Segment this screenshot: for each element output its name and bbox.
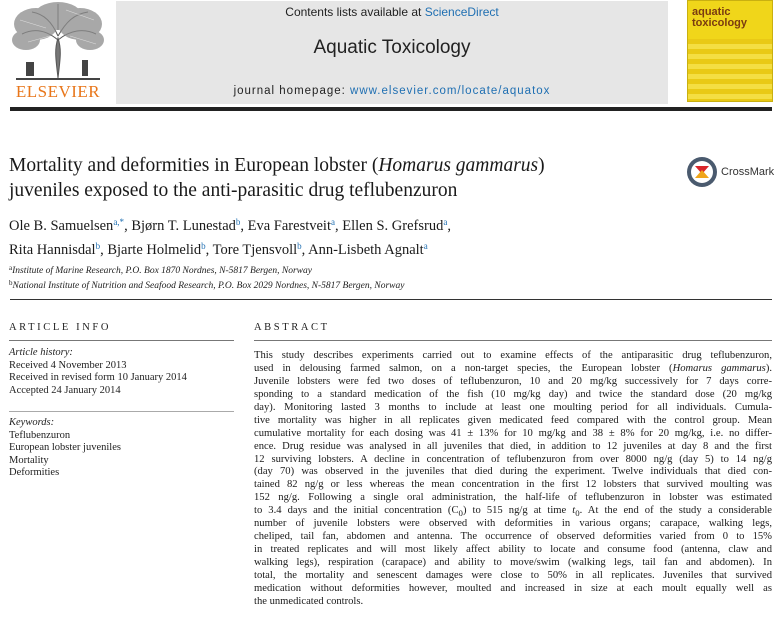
cover-title-line1: aquatic [692, 6, 731, 18]
crossmark-button[interactable] [686, 156, 778, 190]
author-affiliation-mark[interactable]: a [443, 217, 448, 227]
author-list [9, 212, 709, 260]
affiliation-item [9, 262, 709, 277]
journal-title[interactable]: Aquatic Toxicology [313, 37, 471, 58]
abstract-line: 12 surviving lobsters. A decline in concentration of teflubenzuron from over 8000 ng/g (day 5) to 14 ng/g [254, 453, 772, 465]
author-affiliation-mark[interactable]: a [423, 241, 428, 251]
article-info-divider [9, 411, 234, 412]
title-line-1 [9, 153, 669, 178]
contents-line [116, 5, 668, 19]
title-species-name: Homarus gammarus [378, 155, 539, 176]
abstract-body [254, 350, 772, 609]
author-affiliation-mark[interactable]: b [201, 241, 206, 251]
abstract-line: cheliped, tail fan, abdomen and antenna. The occurrence of observed deformities varied from 0 to 15% [254, 531, 772, 543]
author-separator: , [301, 242, 309, 258]
abstract-line: Juvenile lobsters were fed two doses of teflubenzuron, 10 and 20 mg/kg successively for 7 days corre- [254, 375, 772, 387]
abstract-line: number of juvenile lobsters were observed with deformities in various organs; carapace, walking legs, [254, 518, 772, 530]
affiliation-list [9, 262, 709, 292]
abstract-line-text: . At the end of the study a considerable [579, 505, 773, 517]
article-info-heading: ARTICLE INFO [9, 322, 112, 333]
abstract-subscript: 0 [458, 508, 463, 519]
author-name[interactable]: Ellen S. Grefsrud [342, 218, 444, 234]
history-revised: Received in revised form 10 January 2014 [9, 372, 187, 383]
contents-prefix: Contents lists available at [285, 5, 425, 19]
affiliation-key: b [9, 279, 13, 287]
abstract-line-text: ) to 515 ng/g at time [462, 505, 573, 517]
title-line-2: juveniles exposed to the anti-parasitic drug teflubenzuron [9, 180, 458, 201]
abstract-line: walking legs), respiration (carapace) and ability to move/swim (walking legs, tail fan and abdomen). In [254, 557, 772, 568]
abstract-line: tained 82 ng/g or less whereas the mean concentration in the first 12 lobsters that survived moulting was [254, 479, 772, 491]
author-name[interactable]: Ann-Lisbeth Agnalt [308, 242, 424, 258]
elsevier-logo[interactable] [6, 0, 110, 104]
author-affiliation-mark[interactable]: b [235, 217, 241, 227]
affiliation-item [9, 277, 709, 292]
abstract-heading: ABSTRACT [254, 322, 330, 333]
cover-title [692, 7, 770, 29]
author-affiliation-mark[interactable]: b [95, 241, 101, 251]
author-separator: , [240, 218, 248, 234]
affiliation-text: Institute of Marine Research, P.O. Box 1870 Nordnes, N-5817 Bergen, Norway [12, 266, 312, 276]
article-info-rule [9, 340, 234, 341]
keyword-item[interactable]: Mortality [9, 454, 49, 466]
header-divider [10, 107, 772, 111]
author-name[interactable]: Bjørn T. Lunestad [131, 218, 236, 234]
author-name[interactable]: Bjarte Holmelid [107, 242, 202, 258]
keyword-item[interactable]: Deformities [9, 467, 60, 478]
homepage-prefix: journal homepage: [233, 85, 351, 97]
author-separator: , [335, 218, 343, 234]
keyword-item[interactable]: European lobster juveniles [9, 442, 121, 453]
tree-icon [6, 0, 110, 82]
author-name[interactable]: Rita Hannisdal [9, 242, 96, 258]
cover-artwork [688, 39, 772, 101]
abstract-line: 152 ng/g. Following a single oral administration, the half-life of teflubenzuron in lobster was estimated [254, 492, 772, 504]
abstract-variable: t [572, 505, 576, 517]
keyword-item[interactable]: Teflubenzuron [9, 429, 71, 441]
title-divider [10, 299, 772, 300]
author-name[interactable]: Ole B. Samuelsen [9, 218, 114, 234]
abstract-line-text: to 3.4 days and the initial concentration (C [254, 505, 459, 517]
abstract-line: (day 70) was observed in the juveniles that died during the experiment. Twelve individuals that died con- [254, 466, 772, 478]
affiliation-key: a [9, 264, 13, 272]
publisher-name: ELSEVIER [15, 82, 101, 101]
abstract-line: total, the mortality and senescent damages were close to 50% in all replicates. Juveniles that survived [254, 569, 772, 581]
journal-homepage-line [116, 85, 668, 97]
history-label: Article history: [9, 347, 73, 358]
cover-title-line2: toxicology [692, 17, 748, 29]
title-paren-close: ) [538, 155, 545, 176]
journal-cover-thumbnail[interactable] [687, 0, 773, 102]
article-history [9, 347, 234, 397]
author-separator: , [447, 218, 451, 234]
abstract-line: tive mortality was higher in all replicates given medicated feed compared with the control group. Mean [254, 414, 772, 426]
abstract-line-end: ). [765, 362, 772, 374]
abstract-rule [254, 340, 772, 341]
journal-homepage-link[interactable]: www.elsevier.com/locate/aquatox [350, 85, 551, 97]
author-name[interactable]: Tore Tjensvoll [212, 242, 298, 258]
author-name[interactable]: Eva Farestveit [247, 218, 331, 234]
abstract-line: sponding to a standard medication of the fish (10 mg/kg day) and twice the standard dose (20 mg/kg [254, 388, 772, 400]
abstract-subscript: 0 [575, 508, 580, 519]
abstract-line: ence. Drug residue was analysed in all juveniles that died, in addition to 12 juveniles at day 8 and the first [254, 440, 772, 452]
keyword-list [9, 417, 234, 480]
sciencedirect-link[interactable]: ScienceDirect [424, 5, 499, 19]
author-separator: , [100, 242, 108, 258]
abstract-species-name: Homarus gammarus [672, 362, 766, 374]
abstract-line: day). Monitoring lasted 3 months to include at least one moulting period for all individuals. Cumula- [254, 401, 772, 413]
abstract-line [254, 363, 772, 376]
abstract-line: the unmedicated controls. [254, 595, 364, 607]
author-separator: , [124, 218, 132, 234]
article-title [9, 153, 669, 203]
history-accepted: Accepted 24 January 2014 [9, 384, 121, 396]
abstract-line [254, 505, 772, 518]
author-separator: , [205, 242, 213, 258]
abstract-line: This study describes experiments carried out to examine effects of the antiparasitic drug teflubenzuron, [254, 350, 772, 361]
title-text: Mortality and deformities in European lobster ( [9, 155, 379, 176]
author-affiliation-mark[interactable]: b [297, 241, 302, 251]
author-affiliation-mark[interactable]: a,* [113, 217, 125, 227]
author-affiliation-mark[interactable]: a [331, 217, 335, 227]
abstract-line: cumulative mortality for each dosing was 41 ± 13% for 10 mg/kg and 38 ± 8% for 20 mg/kg, i.e. no differ- [254, 427, 772, 439]
crossmark-icon [686, 156, 718, 188]
journal-header-band [116, 1, 668, 104]
history-received: Received 4 November 2013 [9, 359, 127, 371]
abstract-line: medication without deformities however, moulted and increased in size at each moult equally well as [254, 582, 772, 594]
crossmark-label: CrossMark [721, 166, 775, 178]
abstract-line: in treated replicates and will most likely affect ability to locate and consume food (antenna, claw and [254, 544, 772, 556]
affiliation-text: National Institute of Nutrition and Seafood Research, P.O. Box 2029 Nordnes, N-5817 Bergen, Norway [12, 281, 405, 291]
keywords-label: Keywords: [9, 417, 55, 428]
abstract-line-text: used in delousing farmed salmon, on a non-target species, the European lobster ( [254, 362, 673, 374]
